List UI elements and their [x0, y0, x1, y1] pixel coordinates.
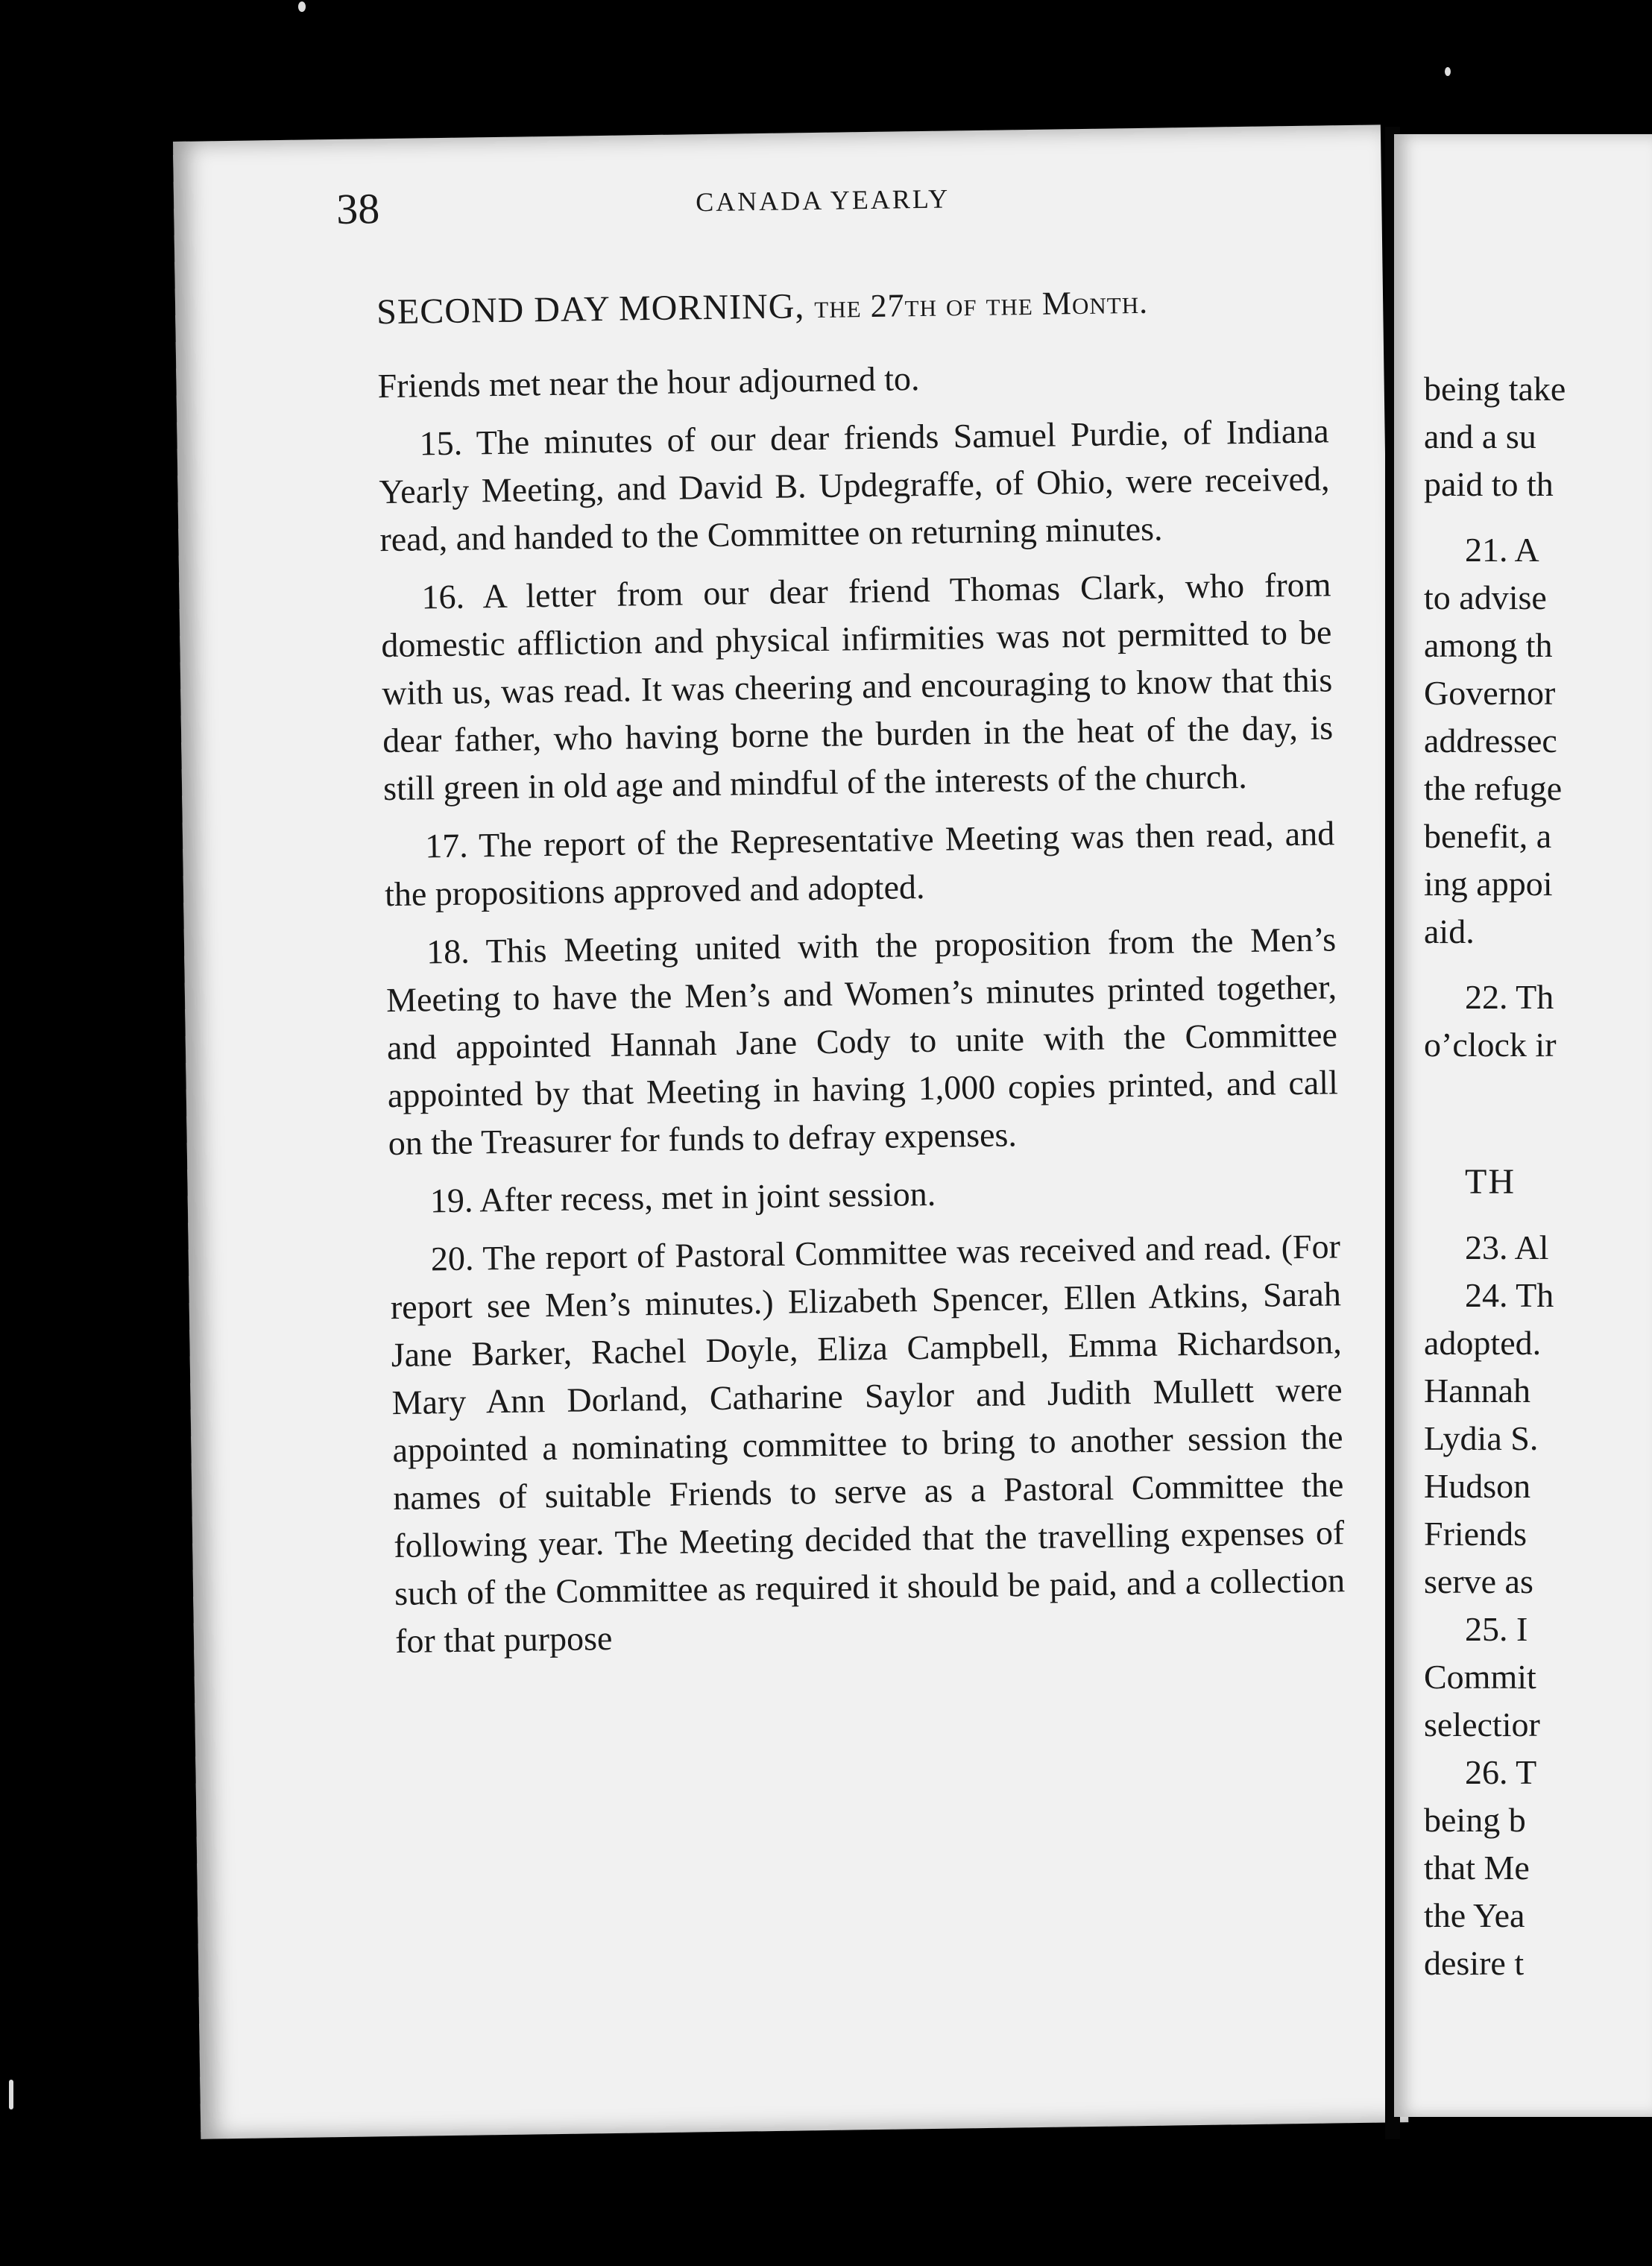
scan-speck [9, 2080, 13, 2109]
running-title: CANADA YEARLY [695, 183, 950, 218]
scan-speck [298, 1, 306, 12]
right-line: Hannah [1424, 1372, 1531, 1410]
page-number: 38 [335, 184, 380, 233]
right-line: Hudson [1424, 1467, 1531, 1505]
right-line: 25. I [1465, 1610, 1528, 1648]
right-line: among th [1424, 626, 1553, 664]
right-line: aid. [1424, 912, 1475, 950]
right-line: 24. Th [1465, 1276, 1554, 1314]
scan-speck [1445, 67, 1451, 76]
right-line: the Yea [1424, 1896, 1525, 1934]
paragraph-opening: Friends met near the hour adjourned to. [377, 359, 920, 405]
paragraph-19: 19. After recess, met in joint session. [429, 1174, 936, 1220]
section-heading-main: SECOND DAY MORNING, [376, 286, 805, 332]
right-heading: TH [1465, 1162, 1516, 1202]
section-heading-date: the 27th of the Month. [814, 283, 1149, 326]
right-page-text [1424, 365, 1566, 1987]
page-body [377, 349, 1346, 1676]
right-line: o’clock ir [1424, 1026, 1557, 1064]
right-line: paid to th [1424, 465, 1554, 503]
right-line: ing appoi [1424, 865, 1553, 903]
right-line: Governor [1424, 674, 1556, 712]
right-line: 23. Al [1465, 1228, 1549, 1266]
paragraph-20: 20. The report of Pastoral Committee was received and read. (For report see Men’s minutes.) Elizabeth Spencer, Ellen Atkins, Sarah Jane Barker, Rachel Doyle, Eliza Campbell, Emma Richardson, Mary Ann Dorland, Catharine Saylor and Judith Mullett were appointed a nominating committee to bring to another session the names of suitable Friends to serve as a Pastoral Committee the following year. The Meeting decided that the travelling expenses of such of the Committee as required it should be paid, and a collection for that purpose [390, 1227, 1346, 1661]
right-line: 21. A [1465, 531, 1539, 569]
paragraph-17: 17. The report of the Representative Meeting was then read, and the propositions approved and adopted. [384, 814, 1335, 914]
right-line: and a su [1424, 417, 1536, 455]
right-line: the refuge [1424, 769, 1563, 807]
page-header [174, 172, 1188, 239]
right-line: serve as [1424, 1562, 1533, 1600]
paragraph-16: 16. A letter from our dear friend Thomas Clark, who from domestic affliction and physical infirmities was not permitted to be with us, was read. It was cheering and encouraging to know that this dear father, who having borne the burden in the heat of the day, is still green in old age and mindful of the interests of the church. [381, 565, 1334, 808]
right-line: adopted. [1424, 1324, 1542, 1362]
right-line: Friends [1424, 1515, 1527, 1553]
right-line: Lydia S. [1424, 1419, 1539, 1457]
right-line: selectior [1424, 1705, 1540, 1743]
paragraph-15: 15. The minutes of our dear friends Samuel Purdie, of Indiana Yearly Meeting, and David B. Updegraffe, of Ohio, were received, read, and handed to the Committee on returning minutes. [379, 411, 1330, 559]
right-line: 26. T [1465, 1753, 1537, 1791]
right-page-fragment [1394, 134, 1652, 2117]
right-line: to advise [1424, 578, 1547, 616]
right-line: Commit [1424, 1658, 1536, 1696]
right-line: being take [1424, 370, 1566, 408]
right-line: 22. Th [1465, 978, 1554, 1016]
right-line: addressec [1424, 722, 1557, 760]
right-line: desire t [1424, 1944, 1525, 1982]
left-page [173, 124, 1408, 2139]
right-line: being b [1424, 1801, 1526, 1839]
right-line: benefit, a [1424, 817, 1552, 855]
section-heading [376, 281, 1149, 332]
paragraph-18: 18. This Meeting united with the proposition from the Men’s Meeting to have the Men’s and Women’s minutes printed together, and appointed Hannah Jane Cody to unite with the Committee appointed by that Meeting in having 1,000 copies printed, and call on the Treasurer for funds to defray expenses. [385, 920, 1339, 1163]
right-line: that Me [1424, 1849, 1530, 1887]
